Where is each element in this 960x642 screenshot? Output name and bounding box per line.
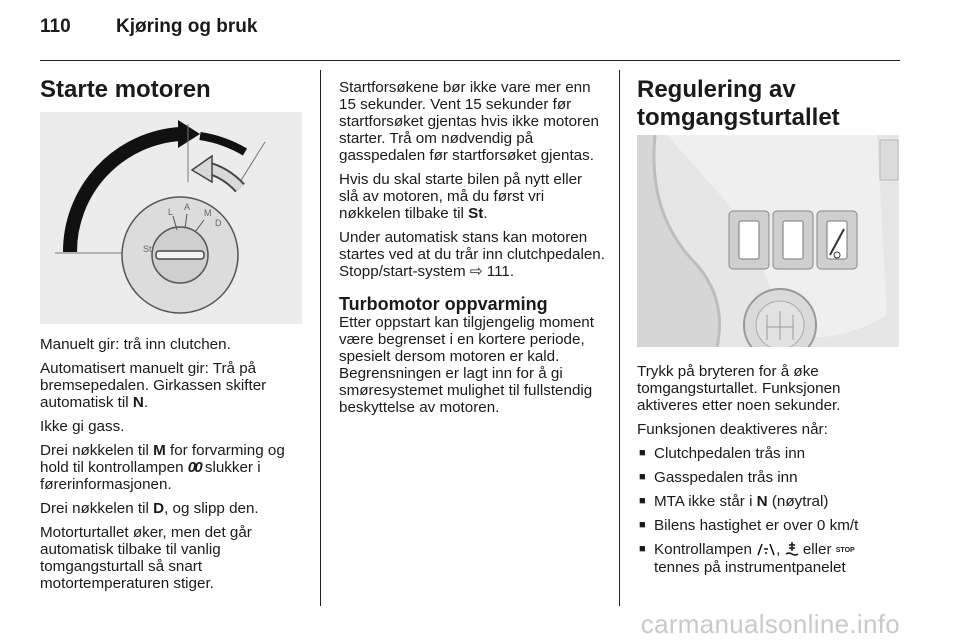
label-l: L xyxy=(168,207,174,217)
subsection-title-turbo: Turbomotor oppvarming xyxy=(339,294,548,314)
paragraph: Automatisert manuelt gir: Trå på bremsepedalen. Girkassen skifter automatisk til N. xyxy=(40,360,267,411)
switch-buttons xyxy=(729,211,857,269)
paragraph: Etter oppstart kan tilgjengelig moment være begrenset i en kortere periode, spesielt dersom motoren er kald. Begrensningen er lagt inn for å gi smøresystemet mulighet til fullstendig beskyttelse av motoren. xyxy=(339,314,594,416)
list-item: ■ MTA ikke står i N (nøytral) xyxy=(637,493,903,510)
page-header xyxy=(40,16,257,38)
chapter-title: Kjøring og bruk xyxy=(116,16,258,37)
list-item: ■ Bilens hastighet er over 0 km/t xyxy=(637,517,903,534)
column-3-text xyxy=(637,363,903,583)
paragraph: Drei nøkkelen til M for forvarming og hold til kontrollampen 00 slukker i førerinformasjonen. xyxy=(40,442,285,493)
column-1-text xyxy=(40,336,305,599)
deactivation-list xyxy=(637,445,903,576)
page-number: 110 xyxy=(40,16,71,37)
paragraph: Under automatisk stans kan motoren startes ved at du trår inn clutchpedalen. Stopp/start-system ⇨ 111. xyxy=(339,229,605,280)
paragraph: Manuelt gir: trå inn clutchen. xyxy=(40,336,231,353)
section-title-start-engine: Starte motoren xyxy=(40,76,211,103)
switch-panel-illustration xyxy=(637,135,899,347)
list-item: ■ Gasspedalen trås inn xyxy=(637,469,903,486)
paragraph: Ikke gi gass. xyxy=(40,418,125,435)
label-a: A xyxy=(184,202,191,212)
paragraph: Drei nøkkelen til D, og slipp den. xyxy=(40,500,259,517)
watermark: carmanualsonline.info xyxy=(640,609,900,639)
header-rule xyxy=(40,60,900,61)
section-title-idle-speed: Regulering av tomgangsturtallet xyxy=(637,76,840,131)
ignition-key-illustration xyxy=(40,112,302,324)
label-m: M xyxy=(204,208,212,218)
column-2 xyxy=(339,79,605,423)
paragraph: Motorturtallet øker, men det går automatisk tilbake til vanlig tomgangsturtall så snart motortemperaturen stiger. xyxy=(40,524,252,592)
clutch-warning-icon xyxy=(756,543,776,556)
page-reference-link[interactable]: ⇨ 111. xyxy=(469,263,515,280)
label-d: D xyxy=(215,218,222,228)
glow-plug-icon: 00 xyxy=(187,459,201,476)
engine-temperature-icon xyxy=(785,541,799,556)
column-divider-1 xyxy=(320,70,321,606)
column-1 xyxy=(40,76,302,104)
paragraph: Hvis du skal starte bilen på nytt eller slå av motoren, må du først vri nøkkelen tilbake til St. xyxy=(339,171,583,222)
list-item: ■ Clutchpedalen trås inn xyxy=(637,445,903,462)
paragraph: Trykk på bryteren for å øke tomgangsturtallet. Funksjonen aktiveres etter noen sekunder. xyxy=(637,363,841,414)
list-item: ■ Kontrollampen , eller STOP tennes på instrumentpanelet xyxy=(637,541,903,576)
paragraph: Funksjonen deaktiveres når: xyxy=(637,421,828,438)
stop-icon: STOP xyxy=(835,547,855,554)
paragraph: Startforsøkene bør ikke vare mer enn 15 sekunder. Vent 15 sekunder før startforsøket gjentas hvis ikke motoren starter. Trå om nødvendig på gasspedalen før startforsøket gjentas. xyxy=(339,79,599,164)
label-st: St xyxy=(143,244,152,254)
column-3 xyxy=(637,76,900,132)
column-divider-2 xyxy=(619,70,620,606)
